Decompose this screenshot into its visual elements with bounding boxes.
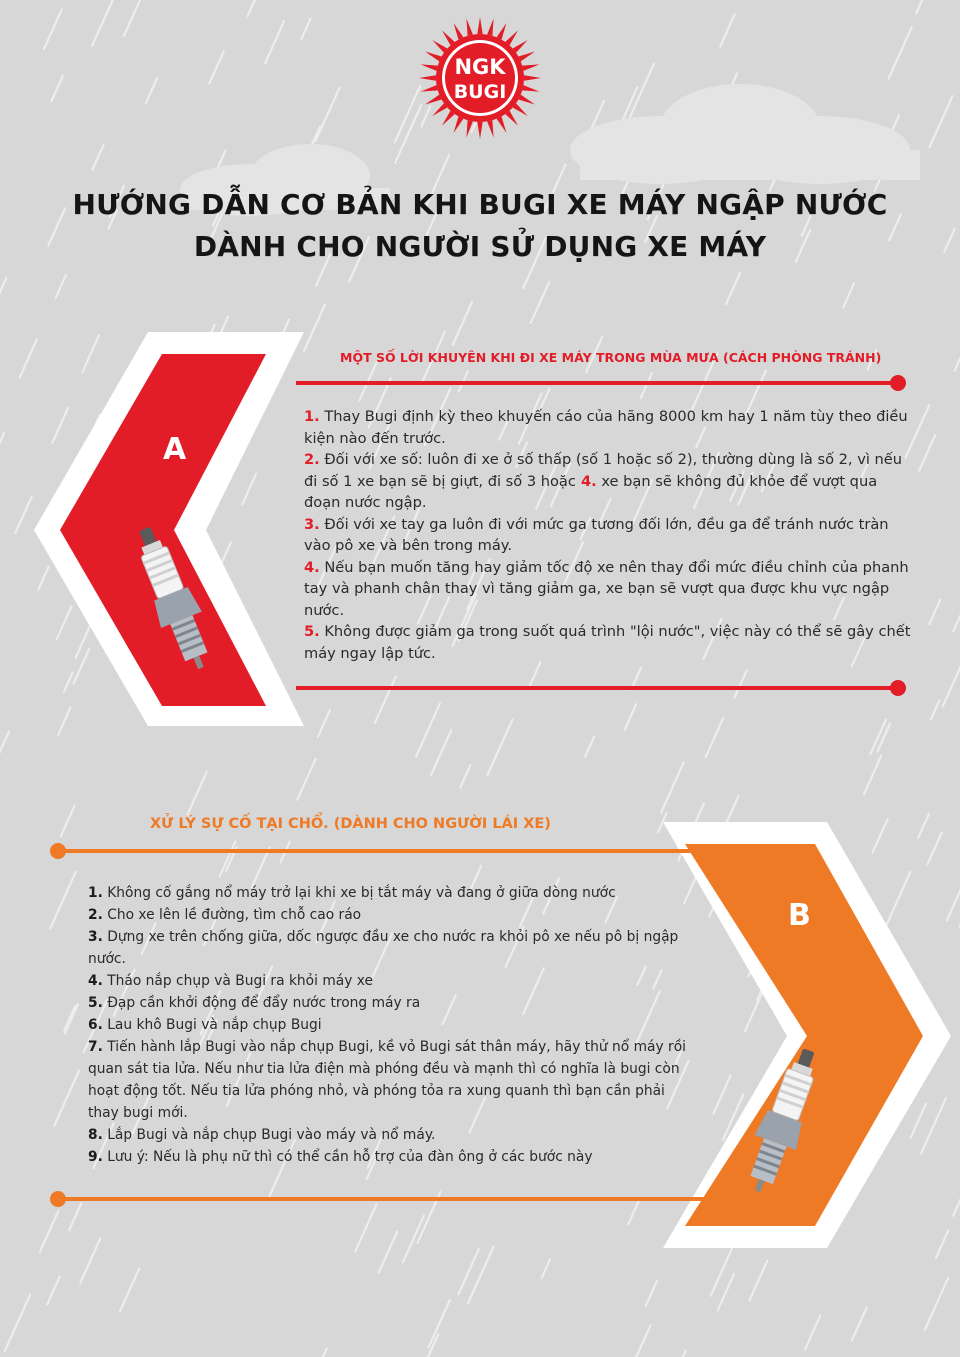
rule-end-dot [50, 843, 66, 859]
item-number: 8. [88, 1127, 103, 1143]
item-text: Tiến hành lắp Bugi vào nắp chụp Bugi, kề vỏ Bugi sát thân máy, hãy thử nổ máy rồi quan sát tia lửa. Nếu như tia lửa điện mà phóng đều và mạnh thì có nghĩa là bugi còn hoạt động tốt. Nếu tia lửa phóng nhỏ, và phóng tỏa ra xung quanh thì bạn cần phải thay bugi mới. [88, 1039, 686, 1121]
list-item [304, 406, 914, 449]
list-item [88, 904, 688, 926]
list-item [88, 970, 688, 992]
title-line-2: DÀNH CHO NGƯỜI SỬ DỤNG XE MÁY [193, 230, 767, 263]
item-number: 4. [88, 973, 103, 989]
item-text: Tháo nắp chụp và Bugi ra khỏi máy xe [102, 973, 374, 989]
item-text: Lắp Bugi và nắp chụp Bugi vào máy và nổ máy. [102, 1127, 436, 1143]
item-number: 3. [88, 929, 103, 945]
rule-end-dot [50, 1191, 66, 1207]
section-b-heading: XỬ LÝ SỰ CỐ TẠI CHỔ. (DÀNH CHO NGƯỜI LÁI XE) [150, 816, 551, 832]
rule-end-dot [890, 375, 906, 391]
item-text: xe bạn sẽ không đủ khỏe để vượt qua đoạn nước ngập. [304, 472, 878, 511]
item-text: Không cố gắng nổ máy trở lại khi xe bị tắt máy và đang ở giữa dòng nước [102, 885, 616, 901]
ngk-logo [418, 16, 542, 140]
rule-end-dot [890, 680, 906, 696]
section-a-letter: A [163, 432, 187, 467]
item-text: Nếu bạn muốn tăng hay giảm tốc độ xe nên thay đổi mức điều chỉnh của phanh tay và phanh chân thay vì tăng giảm ga, xe bạn sẽ vượt qua được khu vực ngập nước. [304, 558, 909, 619]
item-number: 1. [88, 885, 103, 901]
spark-plug-icon [722, 1040, 842, 1220]
section-b-letter: B [788, 898, 811, 933]
list-item [88, 1036, 688, 1124]
item-text: Cho xe lên lề đường, tìm chỗ cao ráo [102, 907, 362, 923]
item-text: Đối với xe số: luôn đi xe ở số thấp (số 1 hoặc số 2), thường dùng là số 2, vì nếu đi số 1 xe bạn sẽ bị giựt, đi số 3 hoặc [304, 451, 903, 490]
list-item [304, 449, 914, 514]
item-number: 5. [304, 623, 320, 640]
logo-text-bugi: BUGI [453, 81, 507, 103]
spark-plug-icon [118, 516, 238, 696]
section-a-list [304, 406, 914, 664]
title-line-1: HƯỚNG DẪN CƠ BẢN KHI BUGI XE MÁY NGẬP NƯỚC [72, 188, 888, 221]
item-number: 1. [304, 408, 320, 425]
section-a-bottom-rule [296, 686, 900, 690]
list-item [304, 514, 914, 557]
item-number: 6. [88, 1017, 103, 1033]
item-text: Dựng xe trên chống giữa, dốc ngược đầu xe cho nước ra khỏi pô xe nếu pô bị ngập nước. [88, 929, 679, 967]
list-item [304, 621, 914, 664]
item-number: 2. [88, 907, 103, 923]
item-text: Thay Bugi định kỳ theo khuyến cáo của hãng 8000 km hay 1 năm tùy theo điều kiện nào đến trước. [304, 408, 908, 447]
item-text: Đối với xe tay ga luôn đi với mức ga tương đối lớn, đều ga để tránh nước tràn vào pô xe và bên trong máy. [304, 515, 889, 554]
item-number: 7. [88, 1039, 103, 1055]
list-item [88, 882, 688, 904]
list-item [88, 1146, 688, 1168]
section-a-heading: MỘT SỐ LỜI KHUYÊN KHI ĐI XE MÁY TRONG MÙA MƯA (CÁCH PHÒNG TRÁNH) [340, 350, 882, 365]
item-text: Lau khô Bugi và nắp chụp Bugi [102, 1017, 322, 1033]
item-number: 4. [304, 558, 320, 576]
list-item [304, 557, 914, 622]
section-b-list [88, 882, 688, 1168]
list-item [88, 992, 688, 1014]
item-number: 9. [88, 1149, 103, 1165]
item-number: 4. [575, 472, 597, 490]
list-item [88, 1124, 688, 1146]
page-title [0, 184, 960, 268]
item-text: Lưu ý: Nếu là phụ nữ thì có thể cần hỗ trợ của đàn ông ở các bước này [102, 1149, 593, 1165]
list-item [88, 926, 688, 970]
section-a-top-rule [296, 381, 900, 385]
item-number: 2. [304, 451, 320, 468]
item-text: Đạp cần khởi động để đẩy nước trong máy ra [102, 995, 421, 1011]
item-text: Không được giảm ga trong suốt quá trình "lội nước", việc này có thể sẽ gây chết máy ngay lập tức. [304, 623, 911, 662]
item-number: 3. [304, 515, 320, 533]
section-b-top-rule [58, 849, 702, 853]
logo-text-ngk: NGK [454, 55, 506, 79]
list-item [88, 1014, 688, 1036]
section-b-bottom-rule [58, 1197, 710, 1201]
item-number: 5. [88, 995, 103, 1011]
